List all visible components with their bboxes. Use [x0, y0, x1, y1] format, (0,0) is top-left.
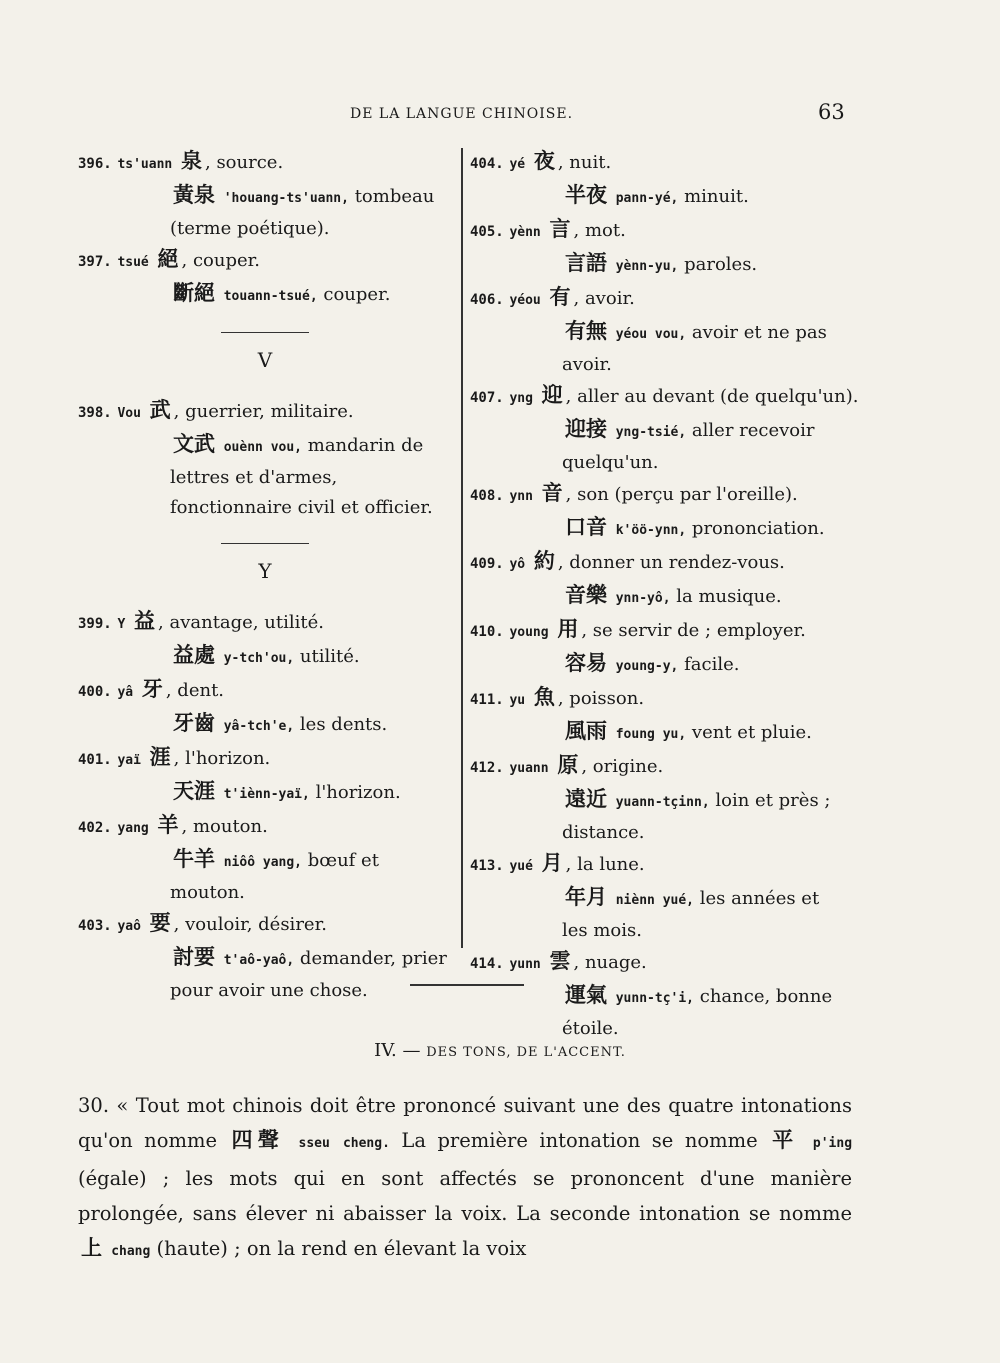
entry-414: 414. yunn 雲 , nuage.: [470, 949, 647, 973]
column-rule: [461, 148, 463, 948]
entry-409: 409. yô 約 , donner un rendez-vous.: [470, 549, 785, 573]
compound-406: 有無 yéou vou, avoir et ne pas avoir.: [562, 319, 827, 375]
entry-407: 407. yng 迎 , aller au devant (de quelqu'un).: [470, 383, 859, 407]
left-column: [78, 146, 452, 1006]
entry-412: 412. yuann 原 , origine.: [470, 753, 664, 777]
running-title: DE LA LANGUE CHINOISE.: [350, 106, 574, 122]
entry-411: 411. yu 魚 , poisson.: [470, 685, 645, 709]
right-column: [470, 146, 859, 1044]
entry-405: 405. yènn 言 , mot.: [470, 217, 626, 241]
section-rule: [410, 984, 524, 986]
compound-401: 天涯 t'iènn-yaï, l'horizon.: [173, 779, 401, 803]
entry-404: 404. yé 夜 , nuit.: [470, 149, 612, 173]
entry-397: 397. tsué 絕 , couper.: [78, 247, 260, 271]
entry-400: 400. yâ 牙 , dent.: [78, 677, 225, 701]
section-divider: [221, 543, 309, 544]
section-heading-v: V: [257, 348, 273, 372]
entry-406: 406. yéou 有 , avoir.: [470, 285, 635, 309]
compound-407: 迎接 yng-tsié, aller recevoir quelqu'un.: [562, 417, 815, 473]
section-iv-title: IV. — DES TONS, DE L'ACCENT.: [374, 1040, 626, 1061]
entry-401: 401. yaï 涯 , l'horizon.: [78, 745, 271, 769]
compound-410: 容易 young-y, facile.: [565, 651, 740, 675]
page-number: 63: [818, 100, 845, 124]
entry-396: 396. ts'uann 泉 , source.: [78, 149, 284, 173]
compound-408: 口音 k'öö-ynn, prononciation.: [565, 515, 825, 539]
entry-403: 403. yaô 要 , vouloir, désirer.: [78, 911, 327, 935]
entry-410: 410. young 用 , se servir de ; employer.: [470, 617, 806, 641]
compound-398: 文武 ouènn vou, mandarin de lettres et d'armes, fonctionnaire civil et officier.: [170, 432, 433, 518]
compound-413: 年月 niènn yué, les années et les mois.: [562, 885, 820, 941]
compound-400: 牙齒 yâ-tch'e, les dents.: [173, 711, 388, 735]
entry-399: 399. Y 益 , avantage, utilité.: [78, 609, 324, 633]
entry-398: 398. Vou 武 , guerrier, militaire.: [78, 398, 354, 422]
compound-414: 運氣 yunn-tç'i, chance, bonne étoile.: [562, 983, 833, 1039]
entry-402: 402. yang 羊 , mouton.: [78, 813, 268, 837]
compound-409: 音樂 ynn-yô, la musique.: [565, 583, 782, 607]
compound-402: 牛羊 niôô yang, bœuf et mouton.: [170, 847, 379, 903]
compound-399: 益處 y-tch'ou, utilité.: [173, 643, 360, 667]
compound-412: 遠近 yuann-tçinn, loin et près ; distance.: [562, 787, 831, 843]
compound-404: 半夜 pann-yé, minuit.: [565, 183, 749, 207]
compound-397: 斷絕 touann-tsué, couper.: [173, 281, 391, 305]
section-heading-y: Y: [258, 559, 272, 583]
entry-408: 408. ynn 音 , son (perçu par l'oreille).: [470, 481, 798, 505]
compound-396: 黃泉 'houang-ts'uann, tombeau (terme poétique).: [170, 183, 435, 239]
section-divider: [221, 332, 309, 333]
compound-405: 言語 yènn-yu, paroles.: [565, 251, 758, 275]
paragraph-30: 30. « Tout mot chinois doit être prononcé suivant une des quatre intonations qu'on nomme 四聲 sseu cheng. La première intonation se nomme 平 p'ing (égale) ; les mots qui en sont affectés se prononcent d'une manière prolongée, sans élever ni abaisser la voix. La seconde intonation se nomme 上 chang (haute) ; on la rend en élevant la voix: [78, 1094, 853, 1260]
entry-413: 413. yué 月 , la lune.: [470, 851, 645, 875]
compound-411: 風雨 foung yu, vent et pluie.: [565, 719, 812, 743]
compound-403: 討要 t'aô-yaô, demander, prier pour avoir une chose.: [170, 945, 447, 1001]
